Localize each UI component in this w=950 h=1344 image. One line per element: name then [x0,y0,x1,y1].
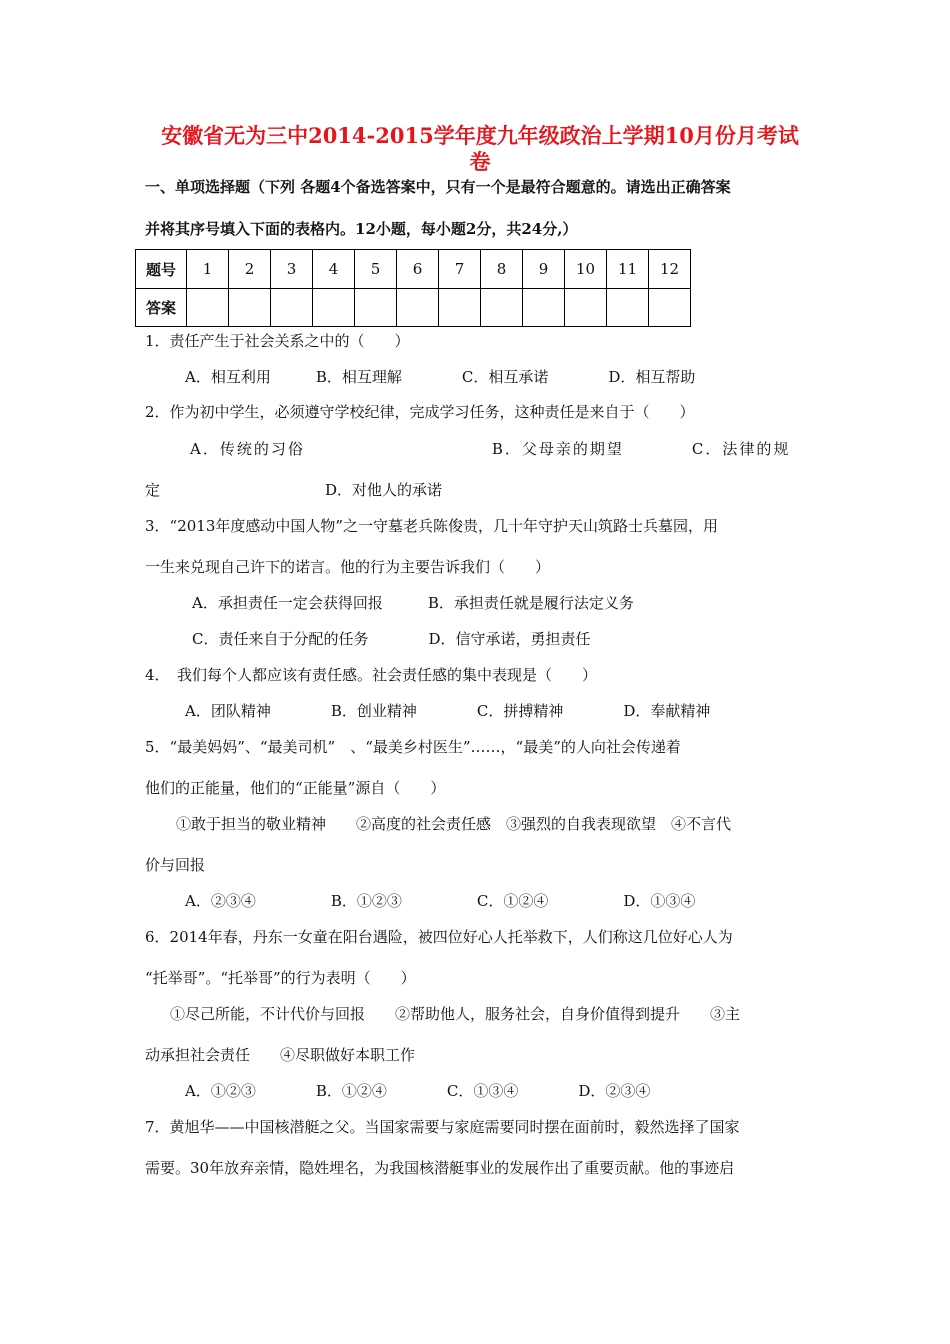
table-cell-number: 5 [355,250,397,289]
question-5-statements-continued: 价与回报 [145,856,206,874]
table-cell-number: 6 [397,250,439,289]
question-3-stem-line1: 3．“2013年度感动中国人物”之一守墓老兵陈俊贵，几十年守护天山筑路士兵墓园，用 [145,517,719,535]
answer-blank-cell[interactable] [355,289,397,327]
question-4-stem: 4． 我们每个人都应该有责任感。社会责任感的集中表现是（ ） [145,666,598,684]
question-1-stem: 1．责任产生于社会关系之中的（ ） [145,332,410,350]
answer-blank-cell[interactable] [271,289,313,327]
question-4-options: A．团队精神 B．创业精神 C．拼搏精神 D．奉献精神 [185,702,711,720]
document-title-line1: 安徽省无为三中2014-2015学年度九年级政治上学期10月份月考试 [161,123,799,148]
question-1-options: A．相互利用 B．相互理解 C．相互承诺 D．相互帮助 [185,368,696,386]
answer-blank-cell[interactable] [565,289,607,327]
question-2-options: A．传统的习俗 B．父母亲的期望 C．法律的规 [190,440,791,458]
question-5-stem-line1: 5．“最美妈妈”、“最美司机” 、“最美乡村医生”……，“最美”的人向社会传递着 [145,738,681,756]
answer-blank-cell[interactable] [313,289,355,327]
answer-blank-cell[interactable] [439,289,481,327]
answer-blank-cell[interactable] [187,289,229,327]
section-heading-line2: 并将其序号填入下面的表格内。12小题，每小题2分，共24分,） [145,220,578,238]
table-cell-number: 7 [439,250,481,289]
question-5-statements: ①敢于担当的敬业精神 ②高度的社会责任感 ③强烈的自我表现欲望 ④不言代 [176,815,732,833]
table-cell-number: 2 [229,250,271,289]
answer-blank-cell[interactable] [523,289,565,327]
question-3-options-row2: C．责任来自于分配的任务 D．信守承诺，勇担责任 [192,630,591,648]
table-header-question-number: 题号 [136,250,187,289]
answer-blank-cell[interactable] [607,289,649,327]
section-heading-line1: 一、单项选择题（下列 各题4个备选答案中，只有一个是最符合题意的。请选出正确答案 [145,178,731,196]
question-3-options-row1: A．承担责任一定会获得回报 B．承担责任就是履行法定义务 [192,594,634,612]
table-cell-number: 3 [271,250,313,289]
question-2-stem: 2．作为初中学生，必须遵守学校纪律，完成学习任务，这种责任是来自于（ ） [145,403,695,421]
answer-table-number-row [136,250,691,289]
table-cell-number: 4 [313,250,355,289]
question-6-statements-continued: 动承担社会责任 ④尽职做好本职工作 [145,1046,416,1064]
answer-blank-cell[interactable] [229,289,271,327]
question-7-stem-line2: 需要。30年放弃亲情，隐姓埋名，为我国核潜艇事业的发展作出了重要贡献。他的事迹启 [145,1159,735,1177]
table-cell-number: 1 [187,250,229,289]
table-cell-number: 10 [565,250,607,289]
answer-table [135,249,691,327]
table-cell-number: 9 [523,250,565,289]
answer-table-answer-row [136,289,691,327]
question-5-stem-line2: 他们的正能量，他们的“正能量”源自（ ） [145,779,446,797]
table-cell-number: 8 [481,250,523,289]
table-cell-number: 12 [649,250,691,289]
answer-blank-cell[interactable] [481,289,523,327]
document-title-line2: 卷 [469,149,491,174]
question-7-stem-line1: 7．黄旭华——中国核潜艇之父。当国家需要与家庭需要同时摆在面前时，毅然选择了国家 [145,1118,740,1136]
question-2-options-continued: 定 D．对他人的承诺 [145,481,443,499]
table-cell-number: 11 [607,250,649,289]
question-6-options: A．①②③ B．①②④ C．①③④ D．②③④ [185,1082,651,1100]
question-6-stem-line2: “托举哥”。“托举哥”的行为表明（ ） [145,969,416,987]
question-3-stem-line2: 一生来兑现自己许下的诺言。他的行为主要告诉我们（ ） [145,558,551,576]
answer-blank-cell[interactable] [397,289,439,327]
question-6-stem-line1: 6．2014年春，丹东一女童在阳台遇险，被四位好心人托举救下，人们称这几位好心人为 [145,928,733,946]
question-5-options: A．②③④ B．①②③ C．①②④ D．①③④ [185,892,696,910]
answer-blank-cell[interactable] [649,289,691,327]
question-6-statements: ①尽己所能，不计代价与回报 ②帮助他人，服务社会，自身价值得到提升 ③主 [170,1005,741,1023]
table-header-answer: 答案 [136,289,187,327]
